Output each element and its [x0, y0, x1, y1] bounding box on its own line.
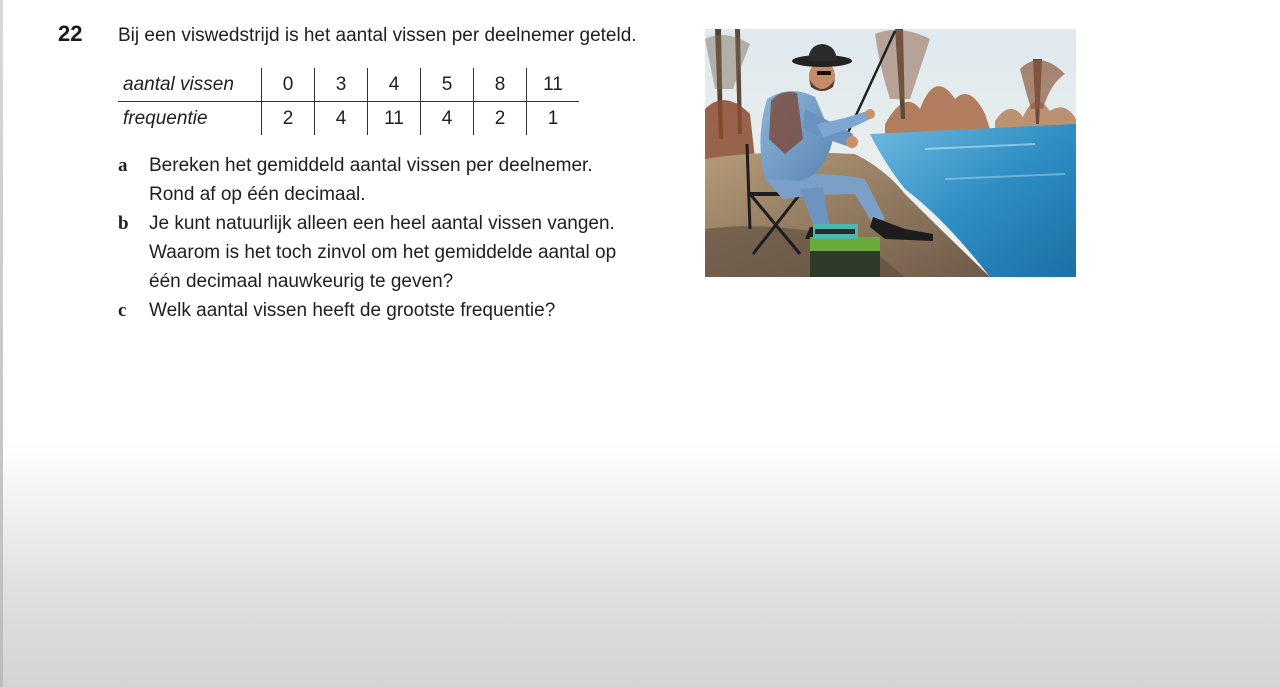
- exercise-intro: Bij een viswedstrijd is het aantal vissen per deelnemer geteld.: [118, 25, 637, 46]
- question-text: Rond af op één decimaal.: [149, 184, 366, 205]
- question-text: één decimaal nauwkeurig te geven?: [149, 271, 454, 292]
- table-cell: 11: [368, 102, 421, 136]
- question-text: Waarom is het toch zinvol om het gemiddelde aantal op: [149, 242, 617, 263]
- row-label-aantal-vissen: aantal vissen: [118, 68, 262, 102]
- question-b: [118, 209, 616, 296]
- question-letter: c: [118, 300, 127, 321]
- table-cell: 11: [527, 68, 580, 102]
- question-letter: a: [118, 155, 128, 176]
- question-list: [118, 151, 616, 325]
- table-cell: 5: [421, 68, 474, 102]
- table-cell: 1: [527, 102, 580, 136]
- table-row-aantal-vissen: [118, 68, 579, 102]
- fisherman-photo: [705, 29, 1076, 277]
- row-label-frequentie: frequentie: [123, 107, 208, 129]
- table-cell: 4: [315, 102, 368, 136]
- table-cell: 2: [262, 102, 315, 136]
- table-cell: 0: [262, 68, 315, 102]
- table-cell: 4: [421, 102, 474, 136]
- question-text: Je kunt natuurlijk alleen een heel aantal vissen vangen.: [149, 213, 615, 234]
- question-text: Welk aantal vissen heeft de grootste frequentie?: [149, 300, 556, 321]
- table-cell: 8: [474, 68, 527, 102]
- frequency-table: [118, 68, 579, 135]
- table-row-frequentie: [118, 102, 579, 136]
- table-cell: 3: [315, 68, 368, 102]
- question-c: [118, 296, 616, 325]
- table-cell: 4: [368, 68, 421, 102]
- question-letter: b: [118, 213, 129, 234]
- exercise-number: 22: [58, 21, 83, 46]
- question-text: Bereken het gemiddeld aantal vissen per deelnemer.: [149, 155, 593, 176]
- table-cell: 2: [474, 102, 527, 136]
- question-a: [118, 151, 616, 209]
